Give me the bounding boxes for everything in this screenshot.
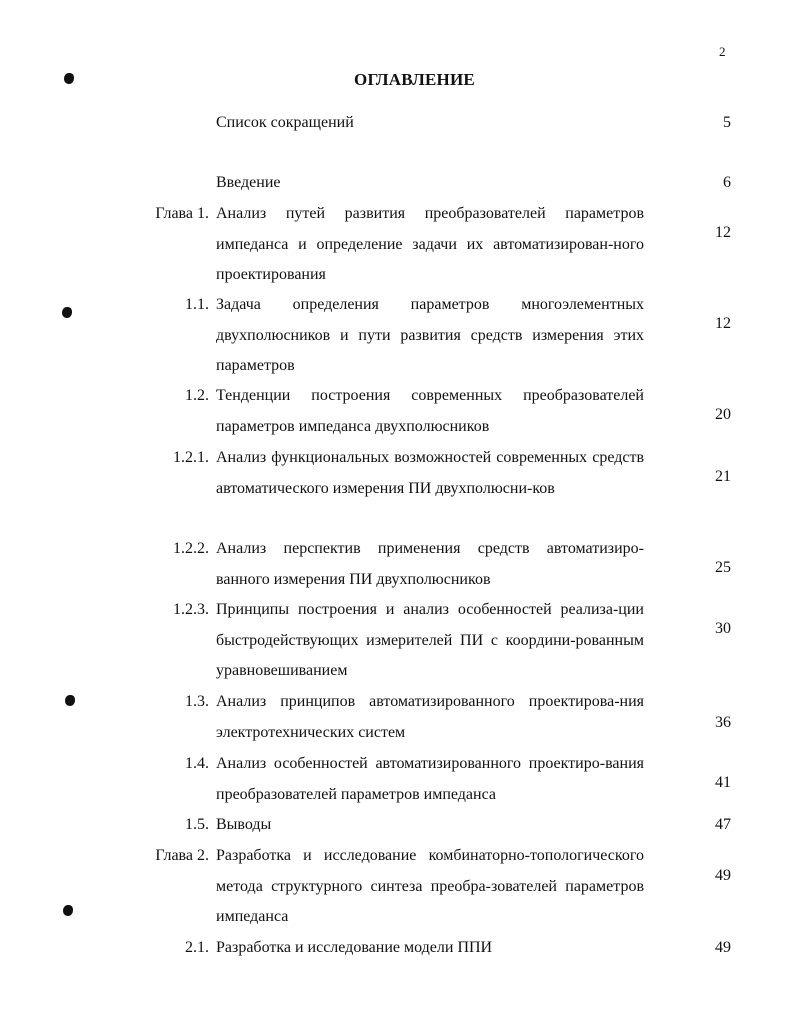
toc-entry-page: 41 — [715, 774, 731, 791]
binder-hole-mark — [64, 73, 74, 84]
page-title: ОГЛАВЛЕНИЕ — [354, 70, 475, 89]
toc-entry-title: Тенденции построения современных преобразователей параметров импеданса двухполюсников — [216, 387, 644, 435]
toc-entry-number: 1.2.1. — [173, 449, 209, 466]
toc-entry-title: Анализ особенностей автоматизированного проектиро-вания преобразователей параметров импеданса — [216, 755, 644, 803]
toc-entry-number: Глава 1. — [155, 205, 209, 222]
binder-hole-mark — [62, 307, 72, 318]
toc-entry-title: Введение — [216, 174, 281, 191]
toc-entry-title: Принципы построения и анализ особенностей реализа-ции быстродействующих измерителей ПИ с координи-рованным уравновешиванием — [216, 601, 644, 679]
toc-entry-page: 5 — [723, 114, 731, 131]
toc-entry-page: 21 — [715, 468, 731, 485]
toc-entry-page: 36 — [715, 714, 731, 731]
toc-entry-page: 30 — [715, 620, 731, 637]
toc-entry-title: Анализ перспектив применения средств автоматизиро-ванного измерения ПИ двухполюсников — [216, 540, 644, 588]
toc-entry-page: 12 — [715, 315, 731, 332]
toc-entry-title: Анализ принципов автоматизированного проектирова-ния электротехнических систем — [216, 693, 644, 741]
toc-entry-page: 25 — [715, 559, 731, 576]
toc-entry-number: 1.5. — [185, 816, 209, 833]
toc-entry-page: 12 — [715, 224, 731, 241]
toc-entry-number: 1.2.2. — [173, 540, 209, 557]
binder-hole-mark — [63, 905, 73, 916]
page-number: 2 — [719, 44, 726, 59]
toc-entry-number: Глава 2. — [155, 847, 209, 864]
toc-entry-number: 1.1. — [185, 296, 209, 313]
toc-entry-title: Разработка и исследование модели ППИ — [216, 939, 493, 956]
toc-entry-page: 20 — [715, 406, 731, 423]
toc-entry-title: Список сокращений — [216, 114, 354, 131]
toc-entry-page: 6 — [723, 174, 731, 191]
toc-entry-title: Задача определения параметров многоэлементных двухполюсников и пути развития средств измерения этих параметров — [216, 296, 644, 374]
toc-entry-page: 49 — [715, 939, 731, 956]
binder-hole-mark — [65, 695, 75, 706]
toc-entry-page: 47 — [715, 816, 731, 833]
toc-entry-page: 49 — [715, 867, 731, 884]
toc-entry-number: 1.4. — [185, 755, 209, 772]
toc-entry-title: Анализ функциональных возможностей современных средств автоматического измерения ПИ двухполюсни-ков — [216, 449, 644, 497]
toc-entry-number: 1.3. — [185, 693, 209, 710]
toc-entry-title: Разработка и исследование комбинаторно-топологического метода структурного синтеза преобра-зователей параметров импеданса — [216, 847, 644, 925]
toc-entry-title: Анализ путей развития преобразователей параметров импеданса и определение задачи их автоматизирован-ного проектирования — [216, 205, 644, 283]
toc-entry-number: 1.2. — [185, 387, 209, 404]
toc-entry-number: 2.1. — [185, 939, 209, 956]
toc-entry-number: 1.2.3. — [173, 601, 209, 618]
toc-entry-title: Выводы — [216, 816, 272, 833]
